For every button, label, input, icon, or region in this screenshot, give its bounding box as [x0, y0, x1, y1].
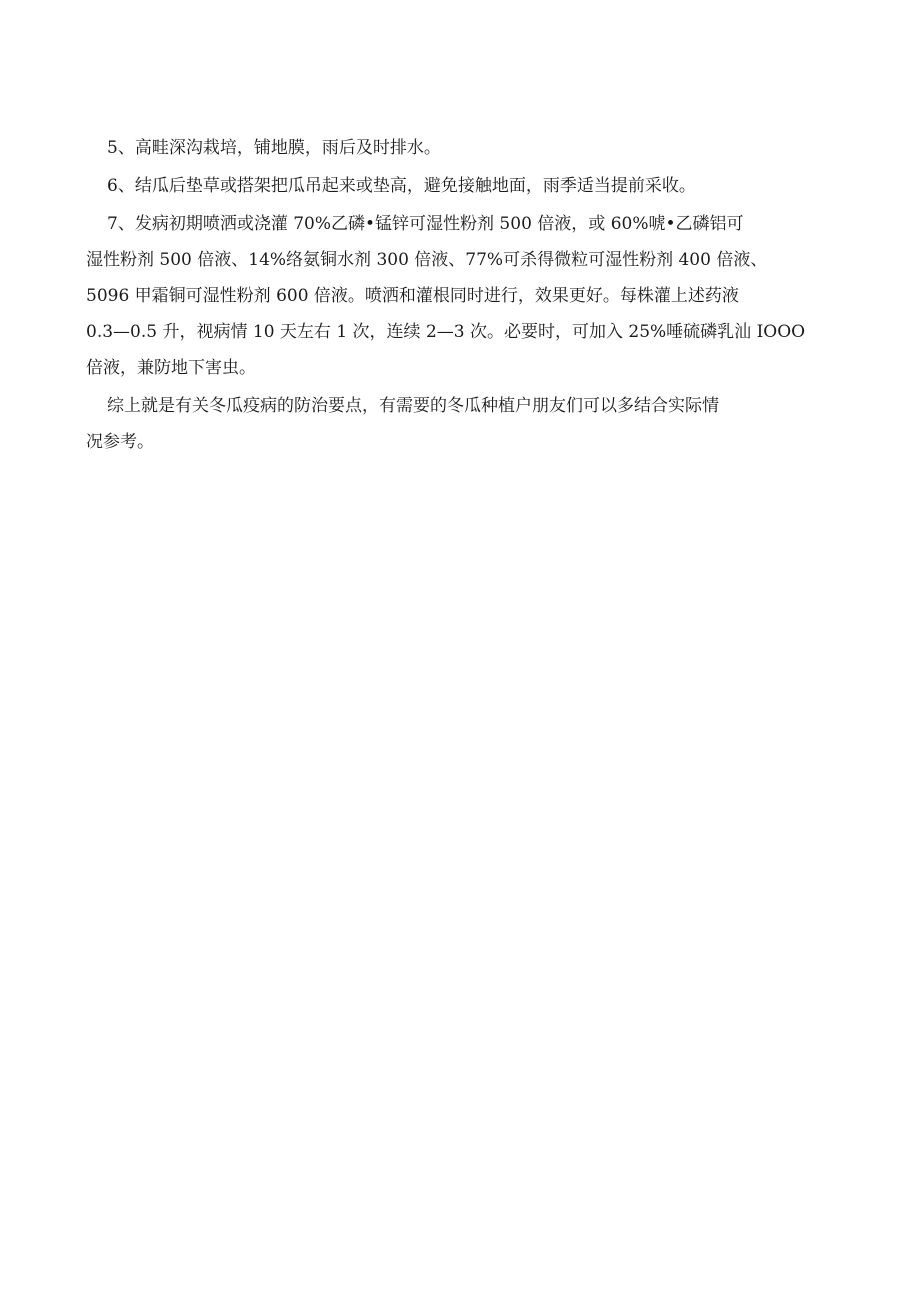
paragraph-line: 7、发病初期喷洒或浇灌 70%乙磷•锰锌可湿性粉剂 500 倍液，或 60%唬•乙磷铝可: [107, 214, 744, 234]
paragraph-item-7: [86, 206, 832, 386]
document-body: [86, 130, 832, 460]
paragraph-item-5: [86, 130, 832, 166]
paragraph-line: 5、高畦深沟栽培，铺地膜，雨后及时排水。: [107, 138, 441, 158]
paragraph-item-6: [86, 168, 832, 204]
paragraph-line: 0.3—0.5 升，视病情 10 天左右 1 次，连续 2—3 次。必要时，可加入 25%唾硫磷乳汕 IOOO: [86, 322, 806, 342]
paragraph-line: 倍液，兼防地下害虫。: [86, 358, 256, 378]
paragraph-summary: [86, 388, 832, 460]
paragraph-line: 5096 甲霜铜可湿性粉剂 600 倍液。喷洒和灌根同时进行，效果更好。每株灌上述药液: [86, 286, 739, 306]
paragraph-line: 湿性粉剂 500 倍液、14%络氨铜水剂 300 倍液、77%可杀得微粒可湿性粉剂 400 倍液、: [86, 250, 768, 270]
paragraph-line: 况参考。: [86, 432, 154, 452]
paragraph-line: 6、结瓜后垫草或搭架把瓜吊起来或垫高，避免接触地面，雨季适当提前采收。: [107, 176, 696, 196]
paragraph-line: 综上就是有关冬瓜疫病的防治要点，有需要的冬瓜种植户朋友们可以多结合实际情: [107, 396, 719, 416]
